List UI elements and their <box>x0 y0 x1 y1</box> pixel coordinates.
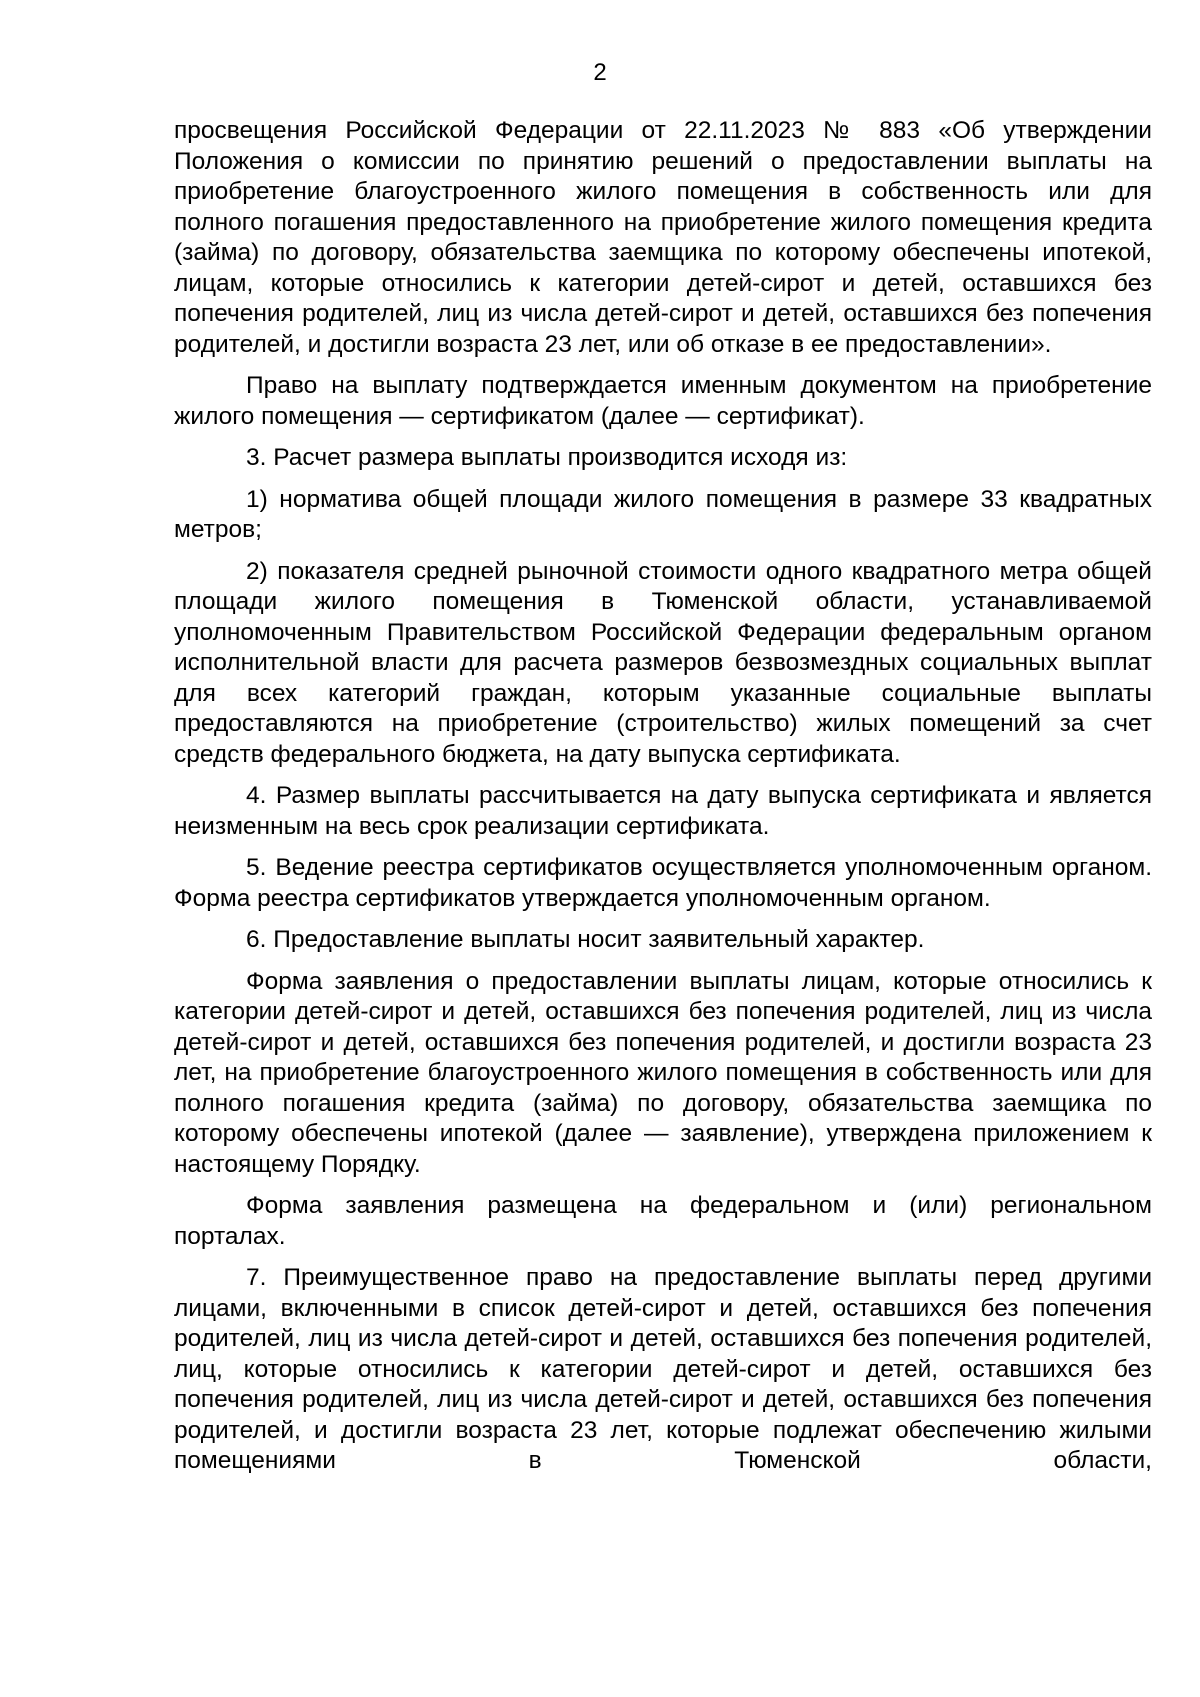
paragraph-item-7: 7. Преимущественное право на предоставление выплаты перед другими лицами, включенными в список детей-сирот и детей, оставшихся без попечения родителей, лиц из числа детей-сирот и детей, оставшихся без попечения родителей, лиц, которые относились к категории детей-сирот и детей, оставшихся без попечения родителей, лиц из числа детей-сирот и детей, оставшихся без попечения родителей, и достигли возраста 23 лет, которые подлежат обеспечению жилыми помещениями в Тюменской области, <box>174 1264 1152 1474</box>
document-body <box>174 116 1152 1477</box>
paragraph-item-6: 6. Предоставление выплаты носит заявительный характер. <box>246 926 925 953</box>
paragraph-item-5: 5. Ведение реестра сертификатов осуществляется уполномоченным органом. Форма реестра сертификатов утверждается уполномоченным органом. <box>174 854 1152 912</box>
paragraph-item-3: 3. Расчет размера выплаты производится исходя из: <box>246 444 848 471</box>
paragraph-application-form: Форма заявления о предоставлении выплаты лицам, которые относились к категории детей-сирот и детей, оставшихся без попечения родителей, лиц из числа детей-сирот и детей, оставшихся без попечения родителей, и достигли возраста 23 лет, на приобретение благоустроенного жилого помещения в собственность или для полного погашения кредита (займа) по договору, обязательства заемщика по которому обеспечены ипотекой (далее — заявление), утверждена приложением к настоящему Порядку. <box>174 967 1152 1178</box>
paragraph-subitem-1: 1) норматива общей площади жилого помещения в размере 33 квадратных метров; <box>174 485 1152 543</box>
paragraph-subitem-2: 2) показателя средней рыночной стоимости одного квадратного метра общей площади жилого помещения в Тюменской области, устанавливаемой уполномоченным Правительством Российской Федерации федеральным органом исполнительной власти для расчета размеров безвозмездных социальных выплат для всех категорий граждан, которым указанные социальные выплаты предоставляются на приобретение (строительство) жилых помещений за счет средств федерального бюджета, на дату выпуска сертификата. <box>174 557 1152 768</box>
page-number: 2 <box>593 59 607 86</box>
paragraph-continuation: просвещения Российской Федерации от 22.11.2023 № 883 «Об утверждении Положения о комиссии по принятию решений о предоставлении выплаты на приобретение благоустроенного жилого помещения в собственность или для полного погашения предоставленного на приобретение жилого помещения кредита (займа) по договору, обязательства заемщика по которому обеспечены ипотекой, лицам, которые относились к категории детей-сирот и детей, оставшихся без попечения родителей, лиц из числа детей-сирот и детей, оставшихся без попечения родителей, и достигли возраста 23 лет, или об отказе в ее предоставлении». <box>174 117 1152 358</box>
paragraph-certificate-right: Право на выплату подтверждается именным документом на приобретение жилого помещения — сертификатом (далее — сертификат). <box>174 372 1152 430</box>
paragraph-item-4: 4. Размер выплаты рассчитывается на дату выпуска сертификата и является неизменным на весь срок реализации сертификата. <box>174 782 1152 840</box>
paragraph-form-placement: Форма заявления размещена на федеральном и (или) региональном порталах. <box>174 1192 1152 1250</box>
